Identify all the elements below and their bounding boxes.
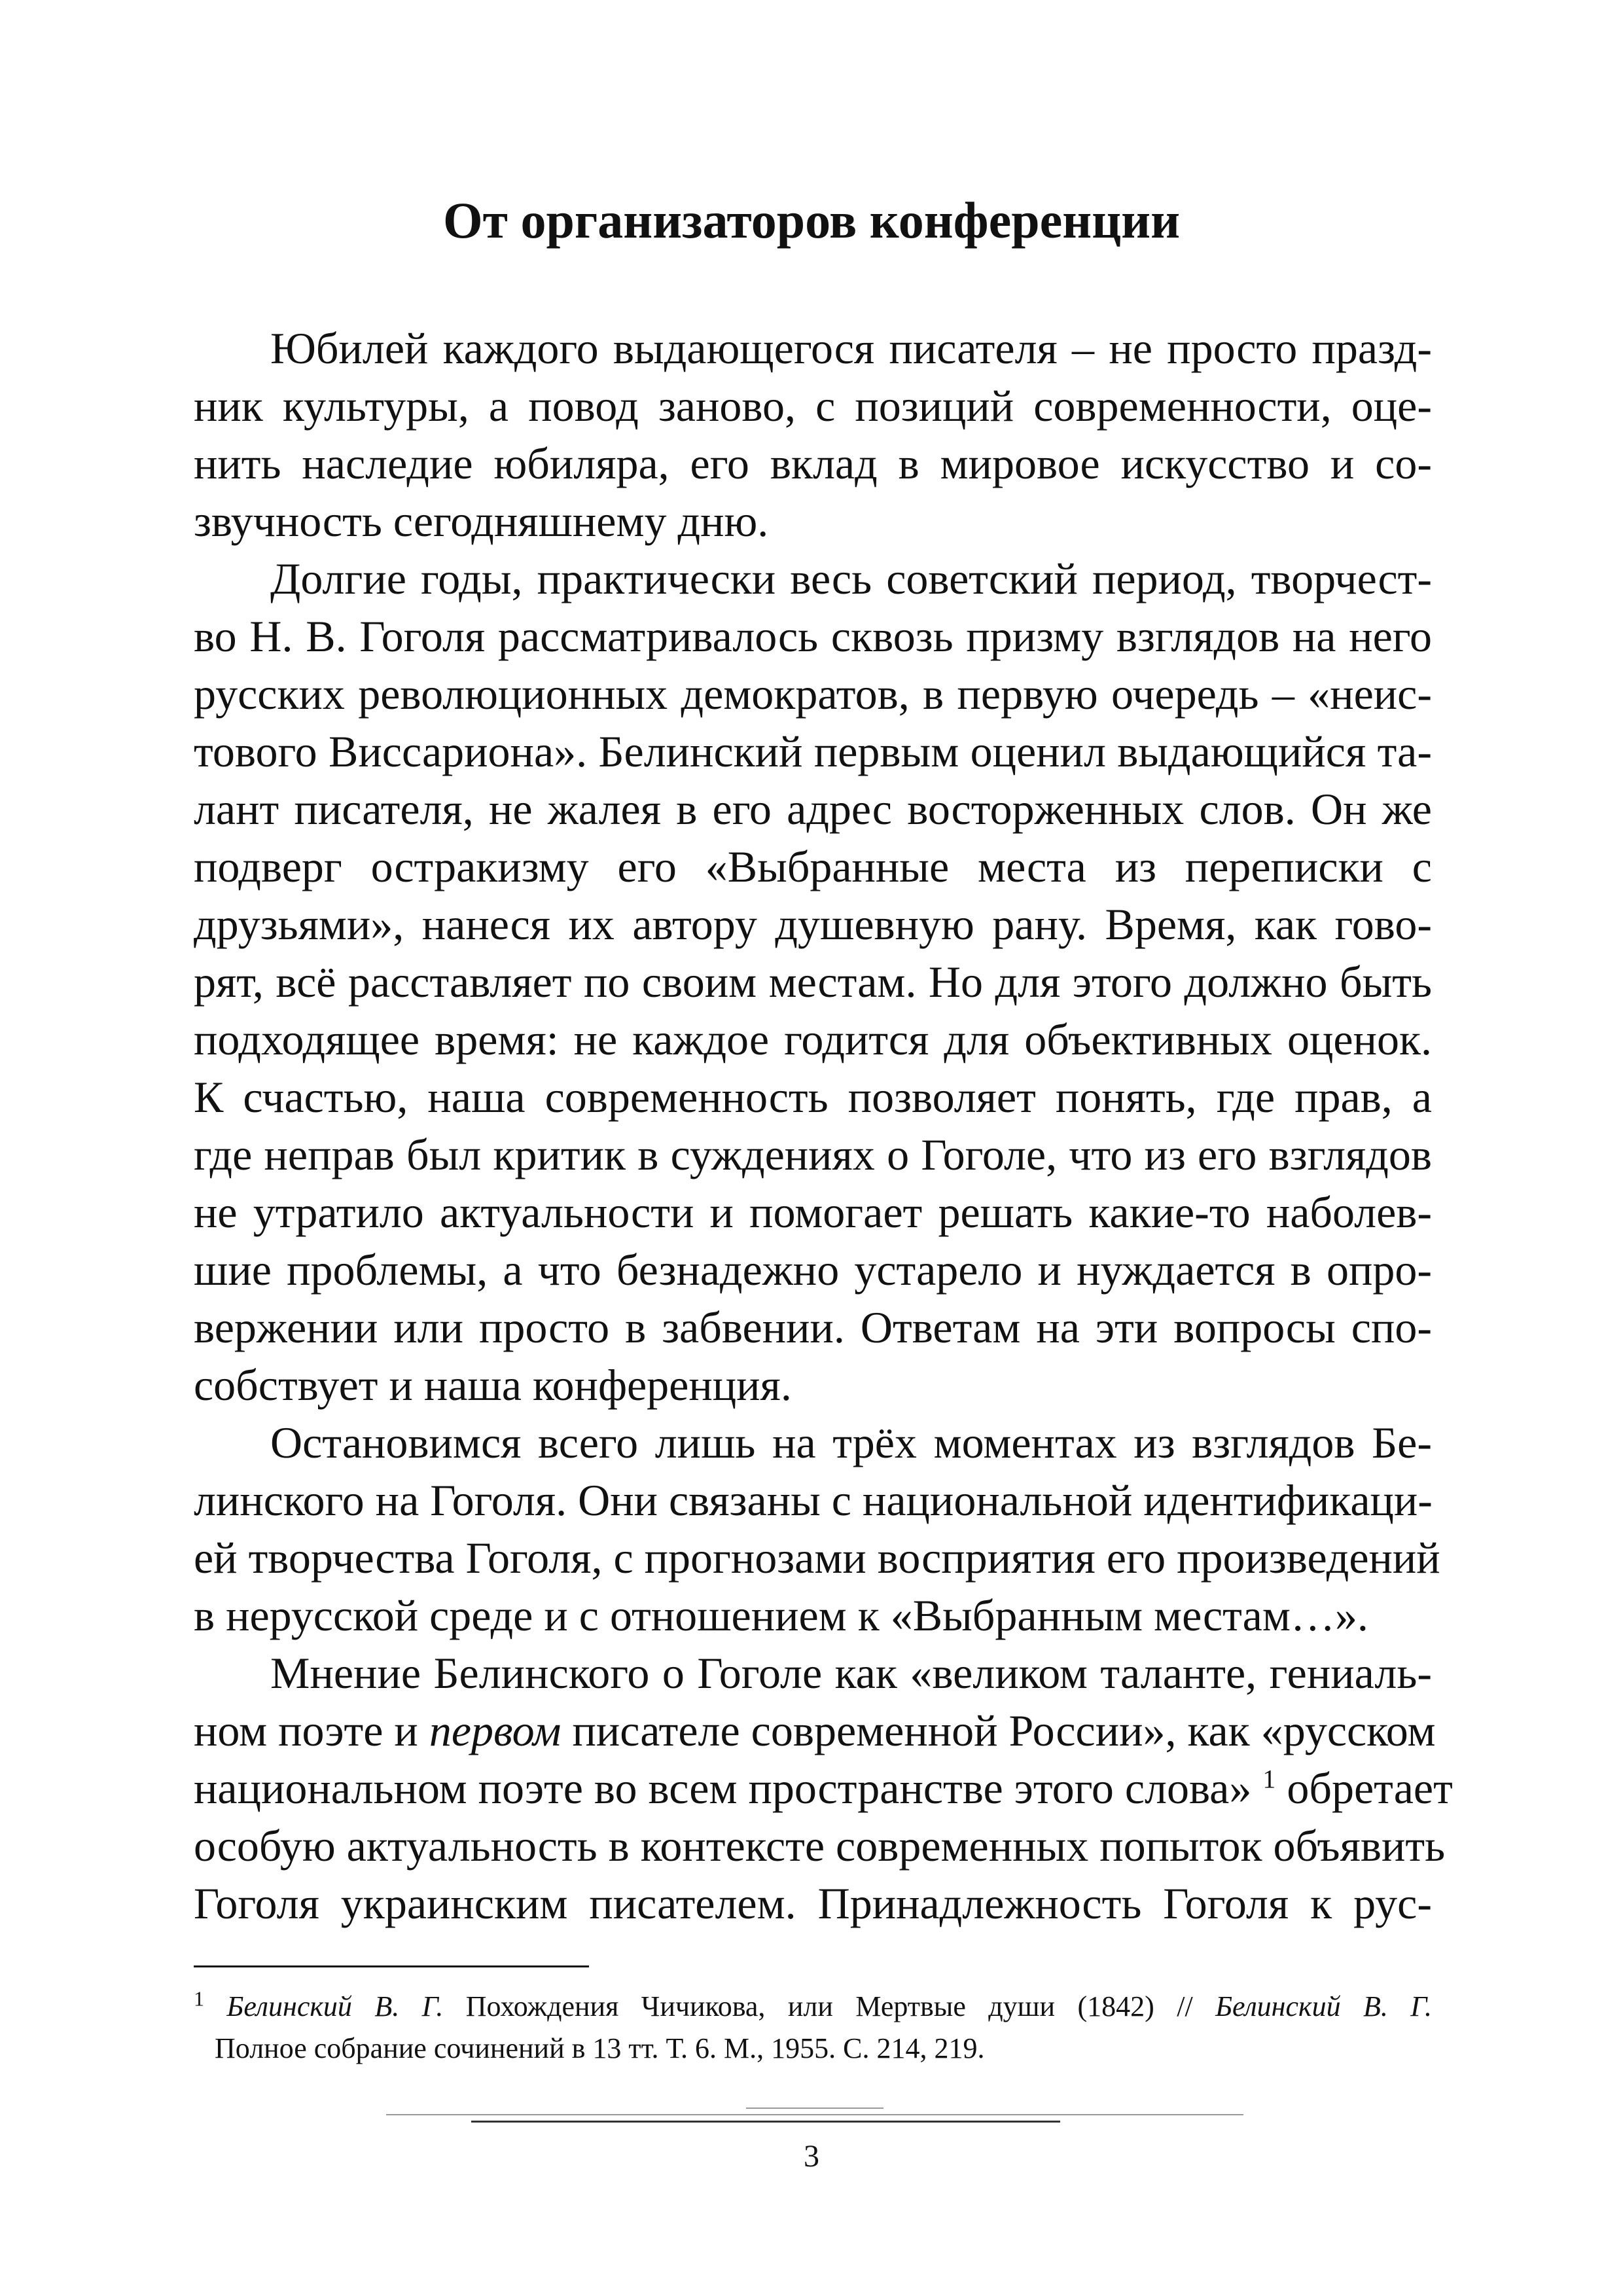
- footnote-line-2: Полное собрание сочинений в 13 тт. Т. 6. М., 1955. С. 214, 219.: [215, 2032, 985, 2064]
- footnote-line-1: [194, 1987, 1432, 2026]
- body-line-3: нить наследие юбиляра, его вклад в мировое искусство и со-: [194, 439, 1432, 488]
- body-line-6: во Н. В. Гоголя рассматривалось сквозь призму взглядов на него: [194, 611, 1432, 661]
- footer-rule-bold: [471, 2121, 1060, 2123]
- line-26-after: обретает: [1275, 1763, 1453, 1813]
- line-25-after: писателе современной России», как «русском: [561, 1706, 1436, 1755]
- body-line-1: Юбилей каждого выдающегося писателя – не просто празд-: [270, 323, 1432, 373]
- footnote-author-1: Белинский В. Г.: [226, 1990, 444, 2022]
- body-line-7: русских революционных демократов, в первую очередь – «неис-: [194, 669, 1432, 719]
- body-line-26: [194, 1759, 1453, 1817]
- footnote-author-2: Белинский В. Г.: [1215, 1990, 1433, 2022]
- footnote-ref-1[interactable]: 1: [1262, 1764, 1276, 1794]
- body-line-2: ник культуры, а повод заново, с позиций современности, оце-: [194, 381, 1432, 431]
- body-line-9: лант писателя, не жалея в его адрес восторженных слов. Он же: [194, 784, 1432, 834]
- body-line-20: Остановимся всего лишь на трёх моментах из взглядов Бе-: [270, 1418, 1432, 1467]
- body-line-25: [194, 1702, 1436, 1759]
- body-line-14: К счастью, наша современность позволяет понять, где прав, а: [194, 1072, 1432, 1122]
- page-title: От организаторов конференции: [442, 192, 1181, 249]
- body-line-8: тового Виссариона». Белинский первым оценил выдающийся та-: [194, 726, 1432, 776]
- body-line-18: вержении или просто в забвении. Ответам на эти вопросы спо-: [194, 1302, 1432, 1352]
- body-line-27: особую актуальность в контексте современных попыток объявить: [194, 1821, 1446, 1871]
- body-line-10: подверг остракизму его «Выбранные места из переписки с: [194, 842, 1432, 891]
- body-line-13: подходящее время: не каждое годится для объективных оценок.: [194, 1014, 1432, 1064]
- body-line-21: линского на Гоголя. Они связаны с национальной идентификаци-: [194, 1475, 1433, 1525]
- body-line-22: ей творчества Гоголя, с прогнозами восприятия его произведений: [194, 1533, 1440, 1583]
- body-line-17: шие проблемы, а что безнадежно устарело и нуждается в опро-: [194, 1245, 1432, 1295]
- body-line-23: в нерусской среде и с отношением к «Выбранным местам…».: [194, 1590, 1368, 1640]
- footnote-marker: 1: [194, 1986, 204, 2011]
- emphasis-first: первом: [429, 1706, 562, 1755]
- line-26-before: национальном поэте во всем пространстве этого слова»: [194, 1763, 1263, 1813]
- body-line-12: рят, всё расставляет по своим местам. Но для этого должно быть: [194, 957, 1432, 1007]
- body-line-5: Долгие годы, практически весь советский период, творчест-: [270, 554, 1432, 603]
- body-line-15: где неправ был критик в суждениях о Гоголе, что из его взглядов: [194, 1130, 1432, 1179]
- body-line-28: Гоголя украинским писателем. Принадлежность Гоголя к рус-: [194, 1878, 1432, 1928]
- body-line-4: звучность сегодняшнему дню.: [194, 496, 769, 546]
- body-line-11: друзьями», нанеся их автору душевную рану. Время, как гово-: [194, 899, 1432, 949]
- footnote-separator: [194, 1965, 589, 1967]
- footnote-text-1: Похождения Чичикова, или Мертвые души (1842) //: [443, 1990, 1216, 2022]
- page-number: 3: [804, 2139, 819, 2174]
- body-line-24: Мнение Белинского о Гоголе как «великом таланте, гениаль-: [270, 1648, 1432, 1698]
- body-line-16: не утратило актуальности и помогает решать какие-то наболев-: [194, 1187, 1432, 1237]
- footer-rule-thin: [386, 2114, 1243, 2115]
- footer-rule-short: [746, 2108, 883, 2109]
- body-line-19: собствует и наша конференция.: [194, 1360, 792, 1410]
- line-25-before: ном поэте и: [194, 1706, 429, 1755]
